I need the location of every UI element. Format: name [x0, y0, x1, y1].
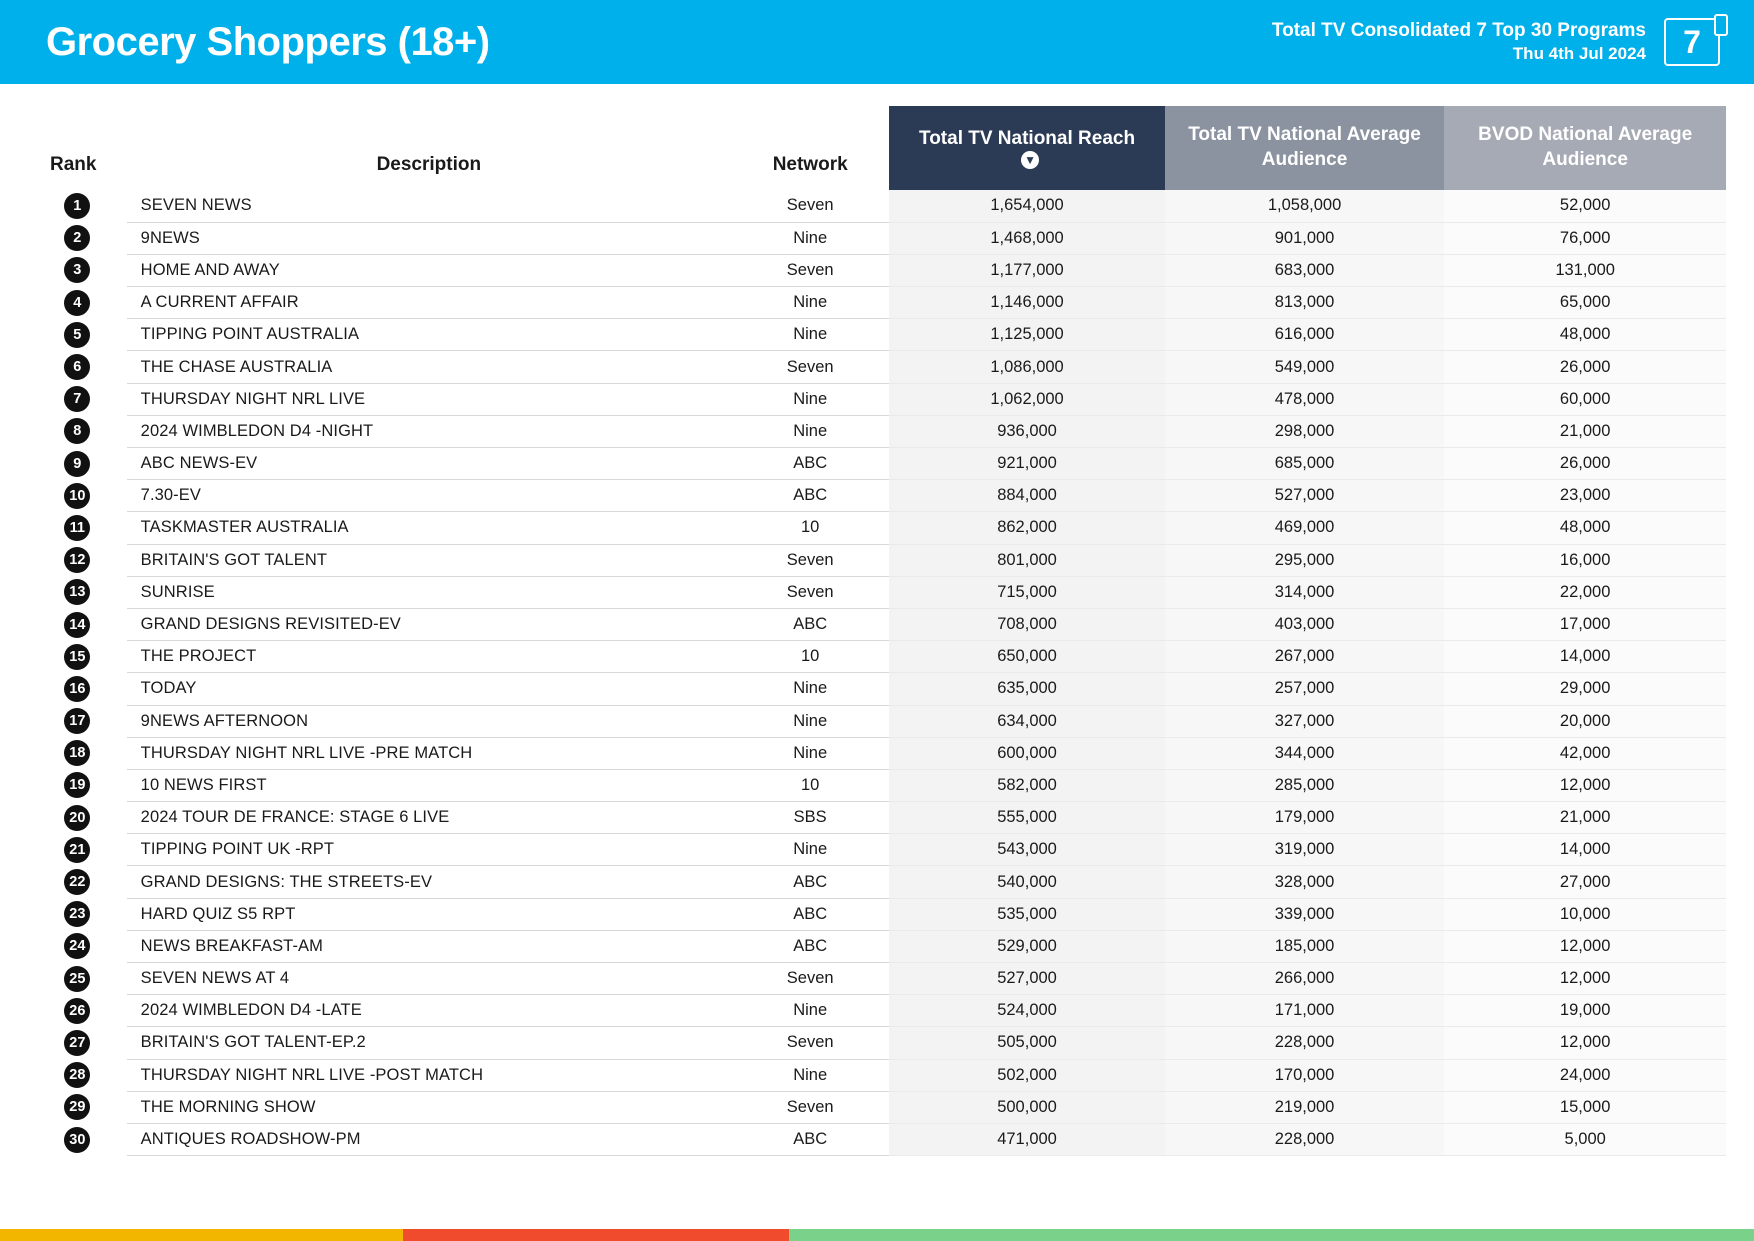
cell-description: THURSDAY NIGHT NRL LIVE -PRE MATCH: [127, 737, 731, 769]
cell-network: Nine: [731, 834, 889, 866]
cell-description: ABC NEWS-EV: [127, 448, 731, 480]
cell-rank: [28, 737, 127, 769]
report-subtitle: Total TV Consolidated 7 Top 30 Programs: [1271, 19, 1646, 41]
cell-bvod-average-audience: 42,000: [1444, 737, 1726, 769]
report-date: Thu 4th Jul 2024: [1512, 44, 1646, 64]
table-row: [28, 930, 1726, 962]
cell-description: TASKMASTER AUSTRALIA: [127, 512, 731, 544]
cell-network: Seven: [731, 1091, 889, 1123]
cell-total-tv-average-audience: 344,000: [1165, 737, 1445, 769]
cell-rank: [28, 641, 127, 673]
cell-total-tv-reach: 708,000: [889, 608, 1164, 640]
rank-badge: 12: [64, 547, 90, 573]
cell-network: Nine: [731, 415, 889, 447]
cell-description: TIPPING POINT UK -RPT: [127, 834, 731, 866]
cell-total-tv-reach: 1,146,000: [889, 287, 1164, 319]
cell-description: BRITAIN'S GOT TALENT: [127, 544, 731, 576]
rank-badge: 3: [64, 257, 90, 283]
cell-network: ABC: [731, 930, 889, 962]
cell-total-tv-average-audience: 327,000: [1165, 705, 1445, 737]
cell-total-tv-reach: 471,000: [889, 1123, 1164, 1155]
rank-badge: 28: [64, 1062, 90, 1088]
cell-bvod-average-audience: 29,000: [1444, 673, 1726, 705]
footer-bar-segment: [789, 1229, 1754, 1241]
cell-bvod-average-audience: 12,000: [1444, 1027, 1726, 1059]
table-row: [28, 963, 1726, 995]
cell-bvod-average-audience: 19,000: [1444, 995, 1726, 1027]
cell-network: Seven: [731, 351, 889, 383]
cell-description: HOME AND AWAY: [127, 254, 731, 286]
rank-badge: 20: [64, 805, 90, 831]
col-header-description-label: Description: [376, 154, 482, 175]
cell-network: Nine: [731, 673, 889, 705]
rank-badge: 21: [64, 837, 90, 863]
cell-total-tv-average-audience: 616,000: [1165, 319, 1445, 351]
cell-total-tv-average-audience: 228,000: [1165, 1027, 1445, 1059]
cell-network: Seven: [731, 254, 889, 286]
col-header-avg-audience-block[interactable]: [1165, 106, 1445, 190]
table-row: [28, 222, 1726, 254]
cell-total-tv-average-audience: 170,000: [1165, 1059, 1445, 1091]
cell-network: 10: [731, 512, 889, 544]
cell-network: Seven: [731, 1027, 889, 1059]
cell-bvod-average-audience: 10,000: [1444, 898, 1726, 930]
cell-bvod-average-audience: 14,000: [1444, 641, 1726, 673]
cell-total-tv-reach: 862,000: [889, 512, 1164, 544]
rank-badge: 9: [64, 451, 90, 477]
programs-table: [28, 106, 1726, 1156]
cell-total-tv-reach: 600,000: [889, 737, 1164, 769]
cell-rank: [28, 1091, 127, 1123]
table-row: [28, 576, 1726, 608]
logo-corner-mark: [1714, 14, 1728, 36]
col-header-reach[interactable]: [889, 106, 1164, 190]
table-row: [28, 673, 1726, 705]
cell-network: SBS: [731, 802, 889, 834]
cell-description: GRAND DESIGNS: THE STREETS-EV: [127, 866, 731, 898]
cell-bvod-average-audience: 17,000: [1444, 608, 1726, 640]
cell-total-tv-average-audience: 549,000: [1165, 351, 1445, 383]
cell-description: THE CHASE AUSTRALIA: [127, 351, 731, 383]
cell-description: SEVEN NEWS AT 4: [127, 963, 731, 995]
cell-bvod-average-audience: 131,000: [1444, 254, 1726, 286]
cell-rank: [28, 448, 127, 480]
table-row: [28, 415, 1726, 447]
rank-badge: 2: [64, 225, 90, 251]
cell-description: BRITAIN'S GOT TALENT-EP.2: [127, 1027, 731, 1059]
cell-bvod-average-audience: 60,000: [1444, 383, 1726, 415]
cell-rank: [28, 1027, 127, 1059]
cell-rank: [28, 480, 127, 512]
cell-rank: [28, 222, 127, 254]
cell-bvod-average-audience: 16,000: [1444, 544, 1726, 576]
cell-bvod-average-audience: 15,000: [1444, 1091, 1726, 1123]
page-title: Grocery Shoppers (18+): [46, 19, 490, 64]
cell-rank: [28, 544, 127, 576]
table-row: [28, 190, 1726, 222]
footer-color-bar: [0, 1229, 1754, 1241]
col-header-bvod-label: BVOD National Average Audience: [1478, 124, 1693, 170]
cell-description: TIPPING POINT AUSTRALIA: [127, 319, 731, 351]
cell-bvod-average-audience: 14,000: [1444, 834, 1726, 866]
cell-total-tv-reach: 505,000: [889, 1027, 1164, 1059]
cell-total-tv-average-audience: 295,000: [1165, 544, 1445, 576]
cell-rank: [28, 351, 127, 383]
cell-total-tv-reach: 1,125,000: [889, 319, 1164, 351]
cell-rank: [28, 673, 127, 705]
cell-total-tv-reach: 936,000: [889, 415, 1164, 447]
cell-total-tv-reach: 1,062,000: [889, 383, 1164, 415]
cell-description: 9NEWS: [127, 222, 731, 254]
cell-total-tv-average-audience: 339,000: [1165, 898, 1445, 930]
cell-network: ABC: [731, 608, 889, 640]
cell-rank: [28, 930, 127, 962]
cell-rank: [28, 1123, 127, 1155]
cell-bvod-average-audience: 76,000: [1444, 222, 1726, 254]
table-row: [28, 1123, 1726, 1155]
rank-badge: 7: [64, 386, 90, 412]
cell-total-tv-reach: 884,000: [889, 480, 1164, 512]
cell-total-tv-reach: 650,000: [889, 641, 1164, 673]
cell-total-tv-average-audience: 685,000: [1165, 448, 1445, 480]
cell-bvod-average-audience: 5,000: [1444, 1123, 1726, 1155]
cell-bvod-average-audience: 21,000: [1444, 802, 1726, 834]
table-row: [28, 319, 1726, 351]
cell-bvod-average-audience: 22,000: [1444, 576, 1726, 608]
col-header-network: [731, 106, 889, 190]
rank-badge: 17: [64, 708, 90, 734]
cell-total-tv-average-audience: 328,000: [1165, 866, 1445, 898]
rank-badge: 29: [64, 1094, 90, 1120]
cell-bvod-average-audience: 12,000: [1444, 769, 1726, 801]
cell-description: 10 NEWS FIRST: [127, 769, 731, 801]
footer-bar-segment: [0, 1229, 403, 1241]
cell-network: Nine: [731, 705, 889, 737]
table-row: [28, 351, 1726, 383]
rank-badge: 30: [64, 1127, 90, 1153]
cell-rank: [28, 190, 127, 222]
rank-badge: 24: [64, 933, 90, 959]
cell-description: THURSDAY NIGHT NRL LIVE -POST MATCH: [127, 1059, 731, 1091]
col-header-avg-audience-label: Total TV National Average Audience: [1188, 124, 1421, 170]
table-row: [28, 480, 1726, 512]
rank-badge: 23: [64, 901, 90, 927]
cell-rank: [28, 576, 127, 608]
cell-description: THURSDAY NIGHT NRL LIVE: [127, 383, 731, 415]
rank-badge: 1: [64, 193, 90, 219]
rank-badge: 25: [64, 966, 90, 992]
footer-bar-segment: [403, 1229, 789, 1241]
col-header-rank-label: Rank: [50, 154, 97, 175]
table-row: [28, 254, 1726, 286]
cell-total-tv-reach: 801,000: [889, 544, 1164, 576]
cell-bvod-average-audience: 27,000: [1444, 866, 1726, 898]
cell-bvod-average-audience: 48,000: [1444, 319, 1726, 351]
cell-total-tv-average-audience: 285,000: [1165, 769, 1445, 801]
cell-rank: [28, 415, 127, 447]
cell-rank: [28, 383, 127, 415]
cell-description: A CURRENT AFFAIR: [127, 287, 731, 319]
cell-total-tv-average-audience: 185,000: [1165, 930, 1445, 962]
cell-total-tv-reach: 502,000: [889, 1059, 1164, 1091]
cell-total-tv-average-audience: 267,000: [1165, 641, 1445, 673]
cell-total-tv-reach: 527,000: [889, 963, 1164, 995]
col-header-network-label: Network: [772, 154, 848, 175]
rank-badge: 19: [64, 772, 90, 798]
cell-description: SEVEN NEWS: [127, 190, 731, 222]
cell-network: 10: [731, 641, 889, 673]
table-row: [28, 769, 1726, 801]
cell-total-tv-reach: 500,000: [889, 1091, 1164, 1123]
cell-network: Nine: [731, 222, 889, 254]
rank-badge: 5: [64, 322, 90, 348]
page-header: [0, 0, 1754, 84]
cell-network: Seven: [731, 576, 889, 608]
cell-total-tv-reach: 635,000: [889, 673, 1164, 705]
cell-network: Nine: [731, 287, 889, 319]
header-right: [1272, 18, 1720, 67]
cell-bvod-average-audience: 26,000: [1444, 448, 1726, 480]
cell-network: 10: [731, 769, 889, 801]
cell-network: ABC: [731, 1123, 889, 1155]
cell-total-tv-average-audience: 813,000: [1165, 287, 1445, 319]
cell-total-tv-reach: 634,000: [889, 705, 1164, 737]
cell-network: Nine: [731, 1059, 889, 1091]
rank-badge: 26: [64, 998, 90, 1024]
table-row: [28, 834, 1726, 866]
cell-bvod-average-audience: 20,000: [1444, 705, 1726, 737]
table-body: [28, 190, 1726, 1156]
rank-badge: 4: [64, 290, 90, 316]
cell-total-tv-average-audience: 314,000: [1165, 576, 1445, 608]
cell-total-tv-reach: 1,468,000: [889, 222, 1164, 254]
table-row: [28, 512, 1726, 544]
rank-badge: 6: [64, 354, 90, 380]
cell-total-tv-reach: 582,000: [889, 769, 1164, 801]
cell-total-tv-average-audience: 257,000: [1165, 673, 1445, 705]
cell-total-tv-average-audience: 683,000: [1165, 254, 1445, 286]
col-header-reach-label: Total TV National Reach: [919, 127, 1136, 149]
cell-bvod-average-audience: 23,000: [1444, 480, 1726, 512]
table-row: [28, 995, 1726, 1027]
cell-description: NEWS BREAKFAST-AM: [127, 930, 731, 962]
cell-description: ANTIQUES ROADSHOW-PM: [127, 1123, 731, 1155]
cell-total-tv-average-audience: 179,000: [1165, 802, 1445, 834]
table-row: [28, 608, 1726, 640]
rank-badge: 14: [64, 612, 90, 638]
table-container: [0, 84, 1754, 1156]
cell-rank: [28, 319, 127, 351]
cell-total-tv-average-audience: 219,000: [1165, 1091, 1445, 1123]
cell-description: 9NEWS AFTERNOON: [127, 705, 731, 737]
cell-total-tv-reach: 555,000: [889, 802, 1164, 834]
cell-description: 7.30-EV: [127, 480, 731, 512]
table-row: [28, 1059, 1726, 1091]
cell-total-tv-reach: 529,000: [889, 930, 1164, 962]
cell-rank: [28, 512, 127, 544]
cell-description: 2024 TOUR DE FRANCE: STAGE 6 LIVE: [127, 802, 731, 834]
cell-description: THE PROJECT: [127, 641, 731, 673]
table-row: [28, 737, 1726, 769]
table-row: [28, 287, 1726, 319]
col-header-bvod-block[interactable]: [1444, 106, 1726, 190]
cell-total-tv-reach: 1,177,000: [889, 254, 1164, 286]
rank-badge: 18: [64, 740, 90, 766]
cell-rank: [28, 705, 127, 737]
table-row: [28, 448, 1726, 480]
cell-bvod-average-audience: 12,000: [1444, 930, 1726, 962]
table-row: [28, 866, 1726, 898]
cell-description: 2024 WIMBLEDON D4 -LATE: [127, 995, 731, 1027]
cell-network: Nine: [731, 737, 889, 769]
table-row: [28, 802, 1726, 834]
cell-network: Seven: [731, 963, 889, 995]
cell-total-tv-reach: 524,000: [889, 995, 1164, 1027]
cell-description: THE MORNING SHOW: [127, 1091, 731, 1123]
cell-bvod-average-audience: 24,000: [1444, 1059, 1726, 1091]
cell-network: ABC: [731, 480, 889, 512]
logo-number: 7: [1683, 23, 1701, 60]
cell-total-tv-reach: 540,000: [889, 866, 1164, 898]
cell-network: Nine: [731, 383, 889, 415]
rank-badge: 11: [64, 515, 90, 541]
cell-total-tv-average-audience: 298,000: [1165, 415, 1445, 447]
cell-description: 2024 WIMBLEDON D4 -NIGHT: [127, 415, 731, 447]
cell-network: Nine: [731, 319, 889, 351]
cell-bvod-average-audience: 48,000: [1444, 512, 1726, 544]
cell-total-tv-reach: 921,000: [889, 448, 1164, 480]
cell-network: Seven: [731, 544, 889, 576]
cell-network: Seven: [731, 190, 889, 222]
cell-total-tv-average-audience: 469,000: [1165, 512, 1445, 544]
cell-total-tv-average-audience: 901,000: [1165, 222, 1445, 254]
cell-total-tv-average-audience: 171,000: [1165, 995, 1445, 1027]
rank-badge: 22: [64, 869, 90, 895]
cell-total-tv-reach: 543,000: [889, 834, 1164, 866]
cell-network: ABC: [731, 866, 889, 898]
header-meta: [1272, 18, 1646, 67]
cell-total-tv-average-audience: 527,000: [1165, 480, 1445, 512]
table-row: [28, 1027, 1726, 1059]
cell-total-tv-reach: 715,000: [889, 576, 1164, 608]
cell-description: TODAY: [127, 673, 731, 705]
rank-badge: 27: [64, 1030, 90, 1056]
cell-total-tv-average-audience: 319,000: [1165, 834, 1445, 866]
cell-rank: [28, 834, 127, 866]
col-header-avg-audience[interactable]: [1165, 106, 1445, 190]
cell-rank: [28, 963, 127, 995]
cell-bvod-average-audience: 12,000: [1444, 963, 1726, 995]
table-header: [28, 106, 1726, 190]
cell-network: ABC: [731, 448, 889, 480]
cell-bvod-average-audience: 65,000: [1444, 287, 1726, 319]
seven-logo: [1664, 18, 1720, 66]
cell-total-tv-average-audience: 228,000: [1165, 1123, 1445, 1155]
col-header-description: [127, 106, 731, 190]
cell-description: HARD QUIZ S5 RPT: [127, 898, 731, 930]
table-row: [28, 544, 1726, 576]
cell-bvod-average-audience: 21,000: [1444, 415, 1726, 447]
cell-rank: [28, 866, 127, 898]
rank-badge: 16: [64, 676, 90, 702]
cell-total-tv-reach: 1,654,000: [889, 190, 1164, 222]
sort-descending-icon[interactable]: ▼: [1021, 151, 1039, 169]
cell-rank: [28, 287, 127, 319]
rank-badge: 15: [64, 644, 90, 670]
rank-badge: 13: [64, 579, 90, 605]
cell-total-tv-average-audience: 1,058,000: [1165, 190, 1445, 222]
cell-rank: [28, 898, 127, 930]
cell-rank: [28, 769, 127, 801]
table-row: [28, 898, 1726, 930]
cell-rank: [28, 802, 127, 834]
table-row: [28, 641, 1726, 673]
col-header-reach-block[interactable]: [889, 106, 1164, 190]
cell-network: Nine: [731, 995, 889, 1027]
col-header-rank: [28, 106, 127, 190]
cell-total-tv-average-audience: 478,000: [1165, 383, 1445, 415]
cell-rank: [28, 1059, 127, 1091]
cell-description: GRAND DESIGNS REVISITED-EV: [127, 608, 731, 640]
table-row: [28, 383, 1726, 415]
table-row: [28, 705, 1726, 737]
cell-total-tv-average-audience: 266,000: [1165, 963, 1445, 995]
cell-total-tv-reach: 1,086,000: [889, 351, 1164, 383]
cell-description: SUNRISE: [127, 576, 731, 608]
rank-badge: 10: [64, 483, 90, 509]
table-row: [28, 1091, 1726, 1123]
cell-total-tv-reach: 535,000: [889, 898, 1164, 930]
cell-rank: [28, 995, 127, 1027]
cell-rank: [28, 608, 127, 640]
cell-rank: [28, 254, 127, 286]
cell-total-tv-average-audience: 403,000: [1165, 608, 1445, 640]
rank-badge: 8: [64, 418, 90, 444]
cell-bvod-average-audience: 26,000: [1444, 351, 1726, 383]
cell-bvod-average-audience: 52,000: [1444, 190, 1726, 222]
cell-network: ABC: [731, 898, 889, 930]
col-header-bvod[interactable]: [1444, 106, 1726, 190]
